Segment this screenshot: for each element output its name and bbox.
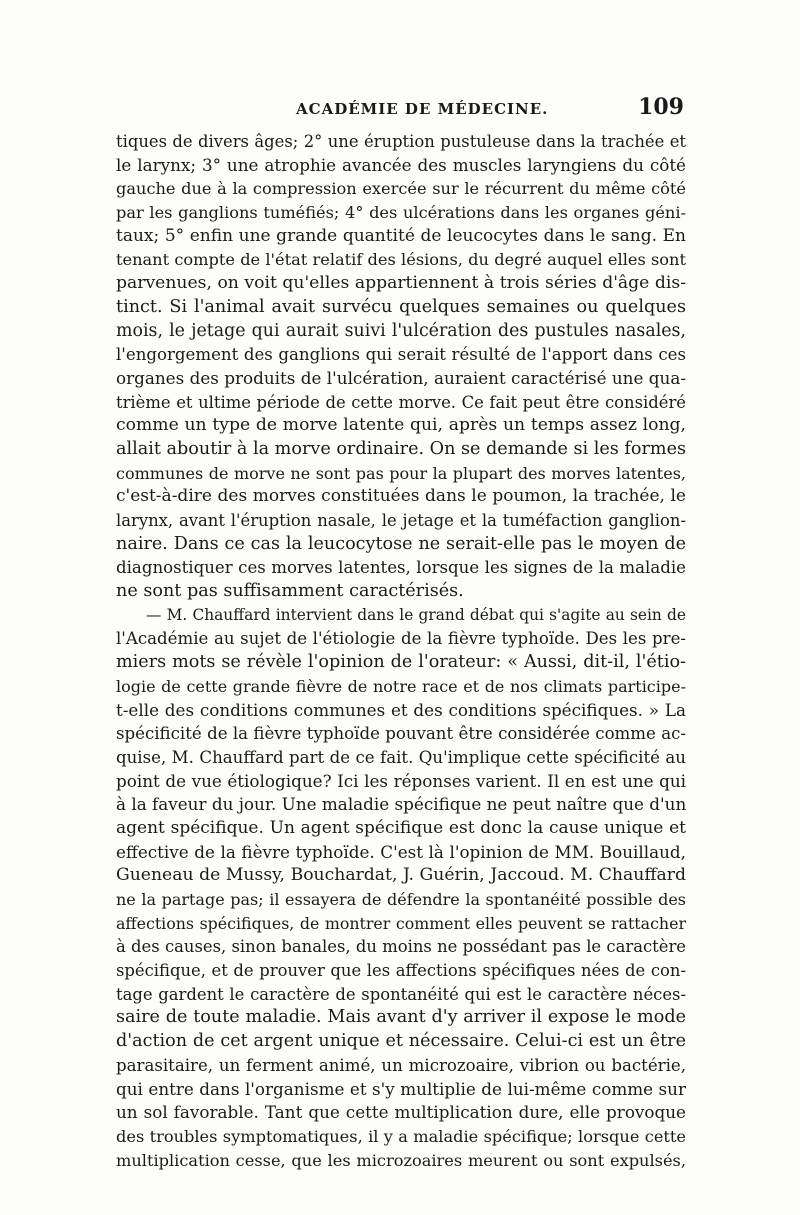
text-line: comme un type de morve latente qui, après un temps assez long, — [116, 415, 686, 436]
text-line: multiplication cesse, que les microzoaires meurent ou sont expulsés, — [116, 1150, 686, 1170]
text-line: qui entre dans l'organisme et s'y multiplie de lui-même comme sur — [116, 1078, 686, 1099]
text-line: larynx, avant l'éruption nasale, le jetage et la tuméfaction ganglion- — [116, 511, 686, 530]
text-line: mois, le jetage qui aurait suivi l'ulcération des pustules nasales, — [116, 320, 686, 341]
text-line: diagnostiquer ces morves latentes, lorsque les signes de la maladie — [116, 558, 686, 578]
text-line: à des causes, sinon banales, du moins ne possédant pas le caractère — [116, 937, 686, 957]
text-line: allait aboutir à la morve ordinaire. On se demande si les formes — [116, 438, 687, 459]
text-line: un sol favorable. Tant que cette multiplication dure, elle provoque — [116, 1102, 686, 1123]
text-line: saire de toute maladie. Mais avant d'y arriver il expose le mode — [116, 1007, 686, 1028]
text-line: logie de cette grande fièvre de notre race et de nos climats participe- — [116, 676, 686, 696]
text-line: l'Académie au sujet de l'étiologie de la fièvre typhoïde. Des les pre- — [116, 629, 686, 649]
text-line: d'action de cet argent unique et nécessaire. Celui-ci est un être — [116, 1031, 686, 1052]
text-line: naire. Dans ce cas la leucocytose ne serait-elle pas le moyen de — [116, 533, 686, 554]
text-line: effective de la fièvre typhoïde. C'est là l'opinion de MM. Bouillaud, — [116, 841, 686, 862]
text-line: trième et ultime période de cette morve. Ce fait peut être considéré — [116, 392, 686, 412]
text-line: parasitaire, un ferment animé, un microzoaire, vibrion ou bactérie, — [116, 1055, 686, 1075]
text-line: Gueneau de Mussy, Bouchardat, J. Guérin, Jaccoud. M. Chauffard — [116, 865, 686, 886]
text-line: tinct. Si l'animal avait survécu quelques semaines ou quelques — [116, 296, 686, 317]
text-line: — M. Chauffard intervient dans le grand débat qui s'agite au sein de — [146, 605, 686, 624]
text-line: tiques de divers âges; 2° une éruption pustuleuse dans la trachée et — [116, 132, 686, 151]
text-line: des troubles symptomatiques, il y a maladie spécifique; lorsque cette — [116, 1126, 686, 1146]
text-line: l'engorgement des ganglions qui serait résulté de l'apport dans ces — [116, 345, 686, 365]
text-line: ne sont pas suffisamment caractérisés. — [116, 581, 464, 602]
page-number: 109 — [638, 94, 684, 120]
text-line: communes de morve ne sont pas pour la plupart des morves latentes, — [116, 463, 686, 483]
text-line: affections spécifiques, de montrer comment elles peuvent se rattacher — [116, 913, 686, 933]
text-line: à la faveur du jour. Une maladie spécifique ne peut naître que d'un — [116, 794, 687, 815]
text-line: miers mots se révèle l'opinion de l'orateur: « Aussi, dit-il, l'étio- — [116, 652, 686, 673]
text-line: tenant compte de l'état relatif des lésions, du degré auquel elles sont — [116, 250, 686, 270]
text-line: par les ganglions tuméfiés; 4° des ulcérations dans les organes géni- — [116, 203, 686, 223]
text-line: le larynx; 3° une atrophie avancée des muscles laryngiens du côté — [116, 154, 686, 175]
text-line: c'est-à-dire des morves constituées dans le poumon, la trachée, le — [116, 486, 686, 507]
text-line: tage gardent le caractère de spontanéité qui est le caractère néces- — [116, 984, 686, 1004]
running-title: ACADÉMIE DE MÉDECINE. — [296, 100, 549, 118]
text-line: organes des produits de l'ulcération, auraient caractérisé une qua- — [116, 367, 686, 388]
body-text — [116, 130, 686, 1172]
text-line: quise, M. Chauffard part de ce fait. Qu'implique cette spécificité au — [116, 747, 686, 767]
text-line: gauche due à la compression exercée sur le récurrent du même côté — [116, 179, 686, 199]
text-line: spécificité de la fièvre typhoïde pouvant être considérée comme ac- — [116, 724, 686, 744]
text-line: parvenues, on voit qu'elles appartiennent à trois séries d'âge dis- — [116, 273, 686, 294]
page-header — [116, 94, 686, 124]
text-line: ne la partage pas; il essayera de défendre la spontanéité possible des — [116, 890, 686, 909]
text-line: t-elle des conditions communes et des conditions spécifiques. » La — [116, 699, 686, 720]
text-line: point de vue étiologique? Ici les réponses varient. Il en est une qui — [116, 770, 686, 791]
text-line: spécifique, et de prouver que les affections spécifiques nées de con- — [116, 961, 686, 981]
text-line: taux; 5° enfin une grande quantité de leucocytes dans le sang. En — [116, 225, 686, 246]
text-line: agent spécifique. Un agent spécifique est donc la cause unique et — [116, 817, 686, 838]
